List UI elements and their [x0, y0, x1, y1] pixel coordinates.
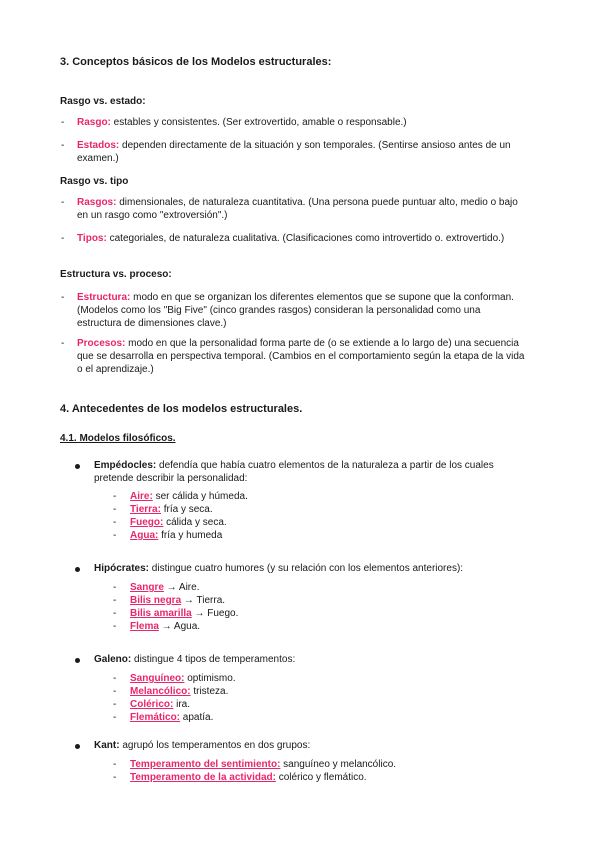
section-4-title: 4. Antecedentes de los modelos estructurales. [60, 403, 303, 415]
bullet-icon [75, 658, 80, 663]
author-description: distingue cuatro humores (y su relación con los elementos anteriores): [149, 563, 464, 574]
term: Melancólico: [130, 686, 191, 697]
list-item: - Flema → Agua. [113, 621, 201, 632]
term: Bilis negra [130, 595, 182, 606]
definition: tristeza. [190, 686, 229, 697]
author-description: defendía que había cuatro elementos de la naturaleza a partir de los cuales pretende describir la personalidad: [94, 460, 494, 484]
list-item [61, 291, 527, 330]
list-item [61, 116, 527, 129]
group-heading-estructura-proceso: Estructura vs. proceso: [60, 269, 172, 280]
definition: ira. [173, 699, 191, 710]
term: Flema [130, 621, 159, 632]
list-item [61, 337, 527, 376]
definition: dimensionales, de naturaleza cuantitativa. (Una persona puede puntuar alto, medio o bajo en un rasgo como "extroversión".) [77, 197, 518, 221]
term: Tierra: [130, 504, 161, 515]
list-item: - Bilis amarilla → Fuego. [113, 608, 239, 619]
list-item: - Sangre → Aire. [113, 582, 200, 593]
definition: cálida y seca. [163, 517, 227, 528]
author-name: Galeno: [94, 654, 132, 665]
dash-marker: - [61, 233, 65, 244]
definition: estables y consistentes. (Ser extrovertido, amable o responsable.) [110, 117, 407, 128]
group-heading-rasgo-estado: Rasgo vs. estado: [60, 96, 146, 107]
author-name: Kant: [94, 740, 120, 751]
dash-marker: - [61, 338, 65, 349]
bullet-icon [75, 464, 80, 469]
definition: → Fuego. [191, 608, 239, 619]
definition: → Tierra. [181, 595, 226, 606]
author-description: distingue 4 tipos de temperamentos: [131, 654, 296, 665]
bullet-icon [75, 567, 80, 572]
list-item: - Flemático: apatía. [113, 712, 214, 723]
dash-marker: - [61, 197, 65, 208]
list-item: - Agua: fría y humeda [113, 530, 223, 541]
term: Estructura: [77, 292, 131, 303]
list-item: - Melancólico: tristeza. [113, 686, 229, 697]
term: Bilis amarilla [130, 608, 192, 619]
definition: → Aire. [163, 582, 200, 593]
dash-marker: - [61, 292, 65, 303]
definition: categoriales, de naturaleza cualitativa. (Clasificaciones como introvertido o. extrovertido.) [106, 233, 505, 244]
list-item: - Temperamento del sentimiento: sanguíneo y melancólico. [113, 759, 397, 770]
term: Temperamento de la actividad: [130, 772, 276, 783]
subsection-title: 4.1. Modelos filosóficos. [60, 433, 176, 444]
bullet-icon [75, 744, 80, 749]
author-name: Hipócrates: [94, 563, 150, 574]
term: Procesos: [77, 338, 126, 349]
group-heading-rasgo-tipo: Rasgo vs. tipo [60, 176, 129, 187]
list-item [61, 139, 527, 165]
term: Sangre [130, 582, 164, 593]
section-3-title: 3. Conceptos básicos de los Modelos estructurales: [60, 56, 332, 68]
definition: sanguíneo y melancólico. [280, 759, 397, 770]
list-item: - Aire: ser cálida y húmeda. [113, 491, 248, 502]
term: Tipos: [77, 233, 107, 244]
term: Estados: [77, 140, 120, 151]
definition: modo en que la personalidad forma parte de (o se extiende a lo largo de) una secuencia que se desarrolla en perspectiva temporal. (Cambios en el comportamiento según la etapa de la vida o el aprendizaje.) [77, 338, 525, 375]
list-item: - Fuego: cálida y seca. [113, 517, 227, 528]
term: Rasgo: [77, 117, 111, 128]
term: Flemático: [130, 712, 181, 723]
definition: apatía. [180, 712, 214, 723]
term: Rasgos: [77, 197, 117, 208]
definition: colérico y flemático. [275, 772, 367, 783]
author-name: Empédocles: [94, 460, 157, 471]
definition: fría y seca. [160, 504, 213, 515]
definition: → Agua. [158, 621, 201, 632]
term: Colérico: [130, 699, 174, 710]
definition: optimismo. [184, 673, 236, 684]
list-item [61, 196, 527, 222]
definition: fría y humeda [158, 530, 223, 541]
dash-marker: - [61, 117, 65, 128]
term: Temperamento del sentimiento: [130, 759, 281, 770]
term: Agua: [130, 530, 159, 541]
term: Aire: [130, 491, 153, 502]
list-item: - Tierra: fría y seca. [113, 504, 213, 515]
definition: dependen directamente de la situación y son temporales. (Sentirse ansioso antes de un examen.) [77, 140, 511, 164]
term: Fuego: [130, 517, 164, 528]
dash-marker: - [61, 140, 65, 151]
list-item: - Sanguíneo: optimismo. [113, 673, 236, 684]
list-item [61, 232, 527, 245]
definition: modo en que se organizan los diferentes elementos que se supone que la conforman. (Modelos como los "Big Five" (cinco grandes rasgos) consideran la personalidad como una estructura de dimensiones clave.) [77, 292, 514, 329]
author-description: agrupó los temperamentos en dos grupos: [119, 740, 311, 751]
list-item: - Bilis negra → Tierra. [113, 595, 226, 606]
list-item: - Colérico: ira. [113, 699, 191, 710]
list-item: - Temperamento de la actividad: colérico y flemático. [113, 772, 367, 783]
definition: ser cálida y húmeda. [152, 491, 248, 502]
term: Sanguíneo: [130, 673, 185, 684]
